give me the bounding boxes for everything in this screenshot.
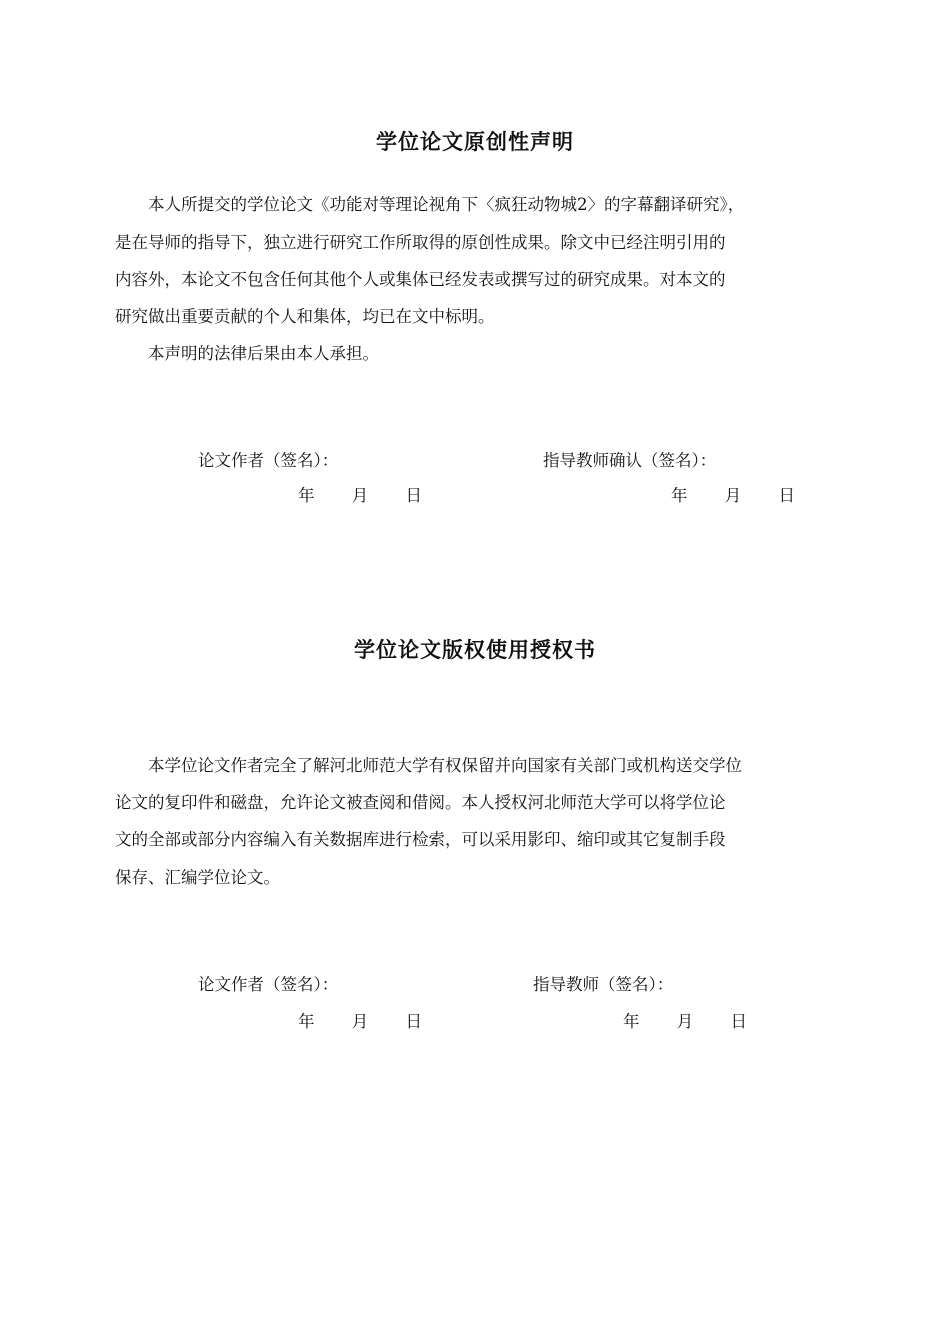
date-year: 年 (671, 486, 688, 505)
date-month: 月 (724, 486, 742, 505)
copyright-advisor-sign-label: 指导教师（签名）： (533, 975, 674, 994)
date-year: 年 (298, 486, 315, 505)
copyright-advisor-date (623, 1008, 747, 1032)
copyright-line-2: 论文的复印件和磁盘，允许论文被查阅和借阅。本人授权河北师范大学可以将学位论 (115, 793, 726, 812)
originality-line-4: 研究做出重要贡献的个人和集体，均已在文中标明。 (115, 307, 495, 326)
date-day: 日 (730, 1012, 747, 1031)
originality-author-sign-label: 论文作者（签名）： (198, 451, 339, 470)
originality-author-date (298, 482, 422, 506)
originality-title: 学位论文原创性声明 (376, 130, 574, 154)
date-day: 日 (405, 486, 422, 505)
copyright-line-4: 保存、汇编学位论文。 (115, 868, 280, 887)
originality-line-2: 是在导师的指导下，独立进行研究工作所取得的原创性成果。除文中已经注明引用的 (115, 233, 726, 252)
date-year: 年 (298, 1012, 315, 1031)
copyright-line-1: 本学位论文作者完全了解河北师范大学有权保留并向国家有关部门或机构送交学位 (148, 756, 742, 775)
copyright-line-3: 文的全部或部分内容编入有关数据库进行检索，可以采用影印、缩印或其它复制手段 (115, 830, 726, 849)
originality-line-3: 内容外，本论文不包含任何其他个人或集体已经发表或撰写过的研究成果。对本文的 (115, 270, 726, 289)
date-day: 日 (778, 486, 795, 505)
originality-advisor-date (671, 482, 795, 506)
date-month: 月 (351, 486, 369, 505)
copyright-author-sign-label: 论文作者（签名）： (198, 975, 339, 994)
originality-advisor-sign-label: 指导教师确认（签名）： (543, 451, 717, 470)
date-month: 月 (676, 1012, 694, 1031)
originality-line-1: 本人所提交的学位论文《功能对等理论视角下〈疯狂动物城2〉的字幕翻译研究》， (148, 195, 745, 214)
date-year: 年 (623, 1012, 640, 1031)
copyright-author-date (298, 1008, 422, 1032)
date-day: 日 (405, 1012, 422, 1031)
copyright-title: 学位论文版权使用授权书 (354, 638, 596, 662)
date-month: 月 (351, 1012, 369, 1031)
originality-line-5: 本声明的法律后果由本人承担。 (148, 344, 379, 363)
